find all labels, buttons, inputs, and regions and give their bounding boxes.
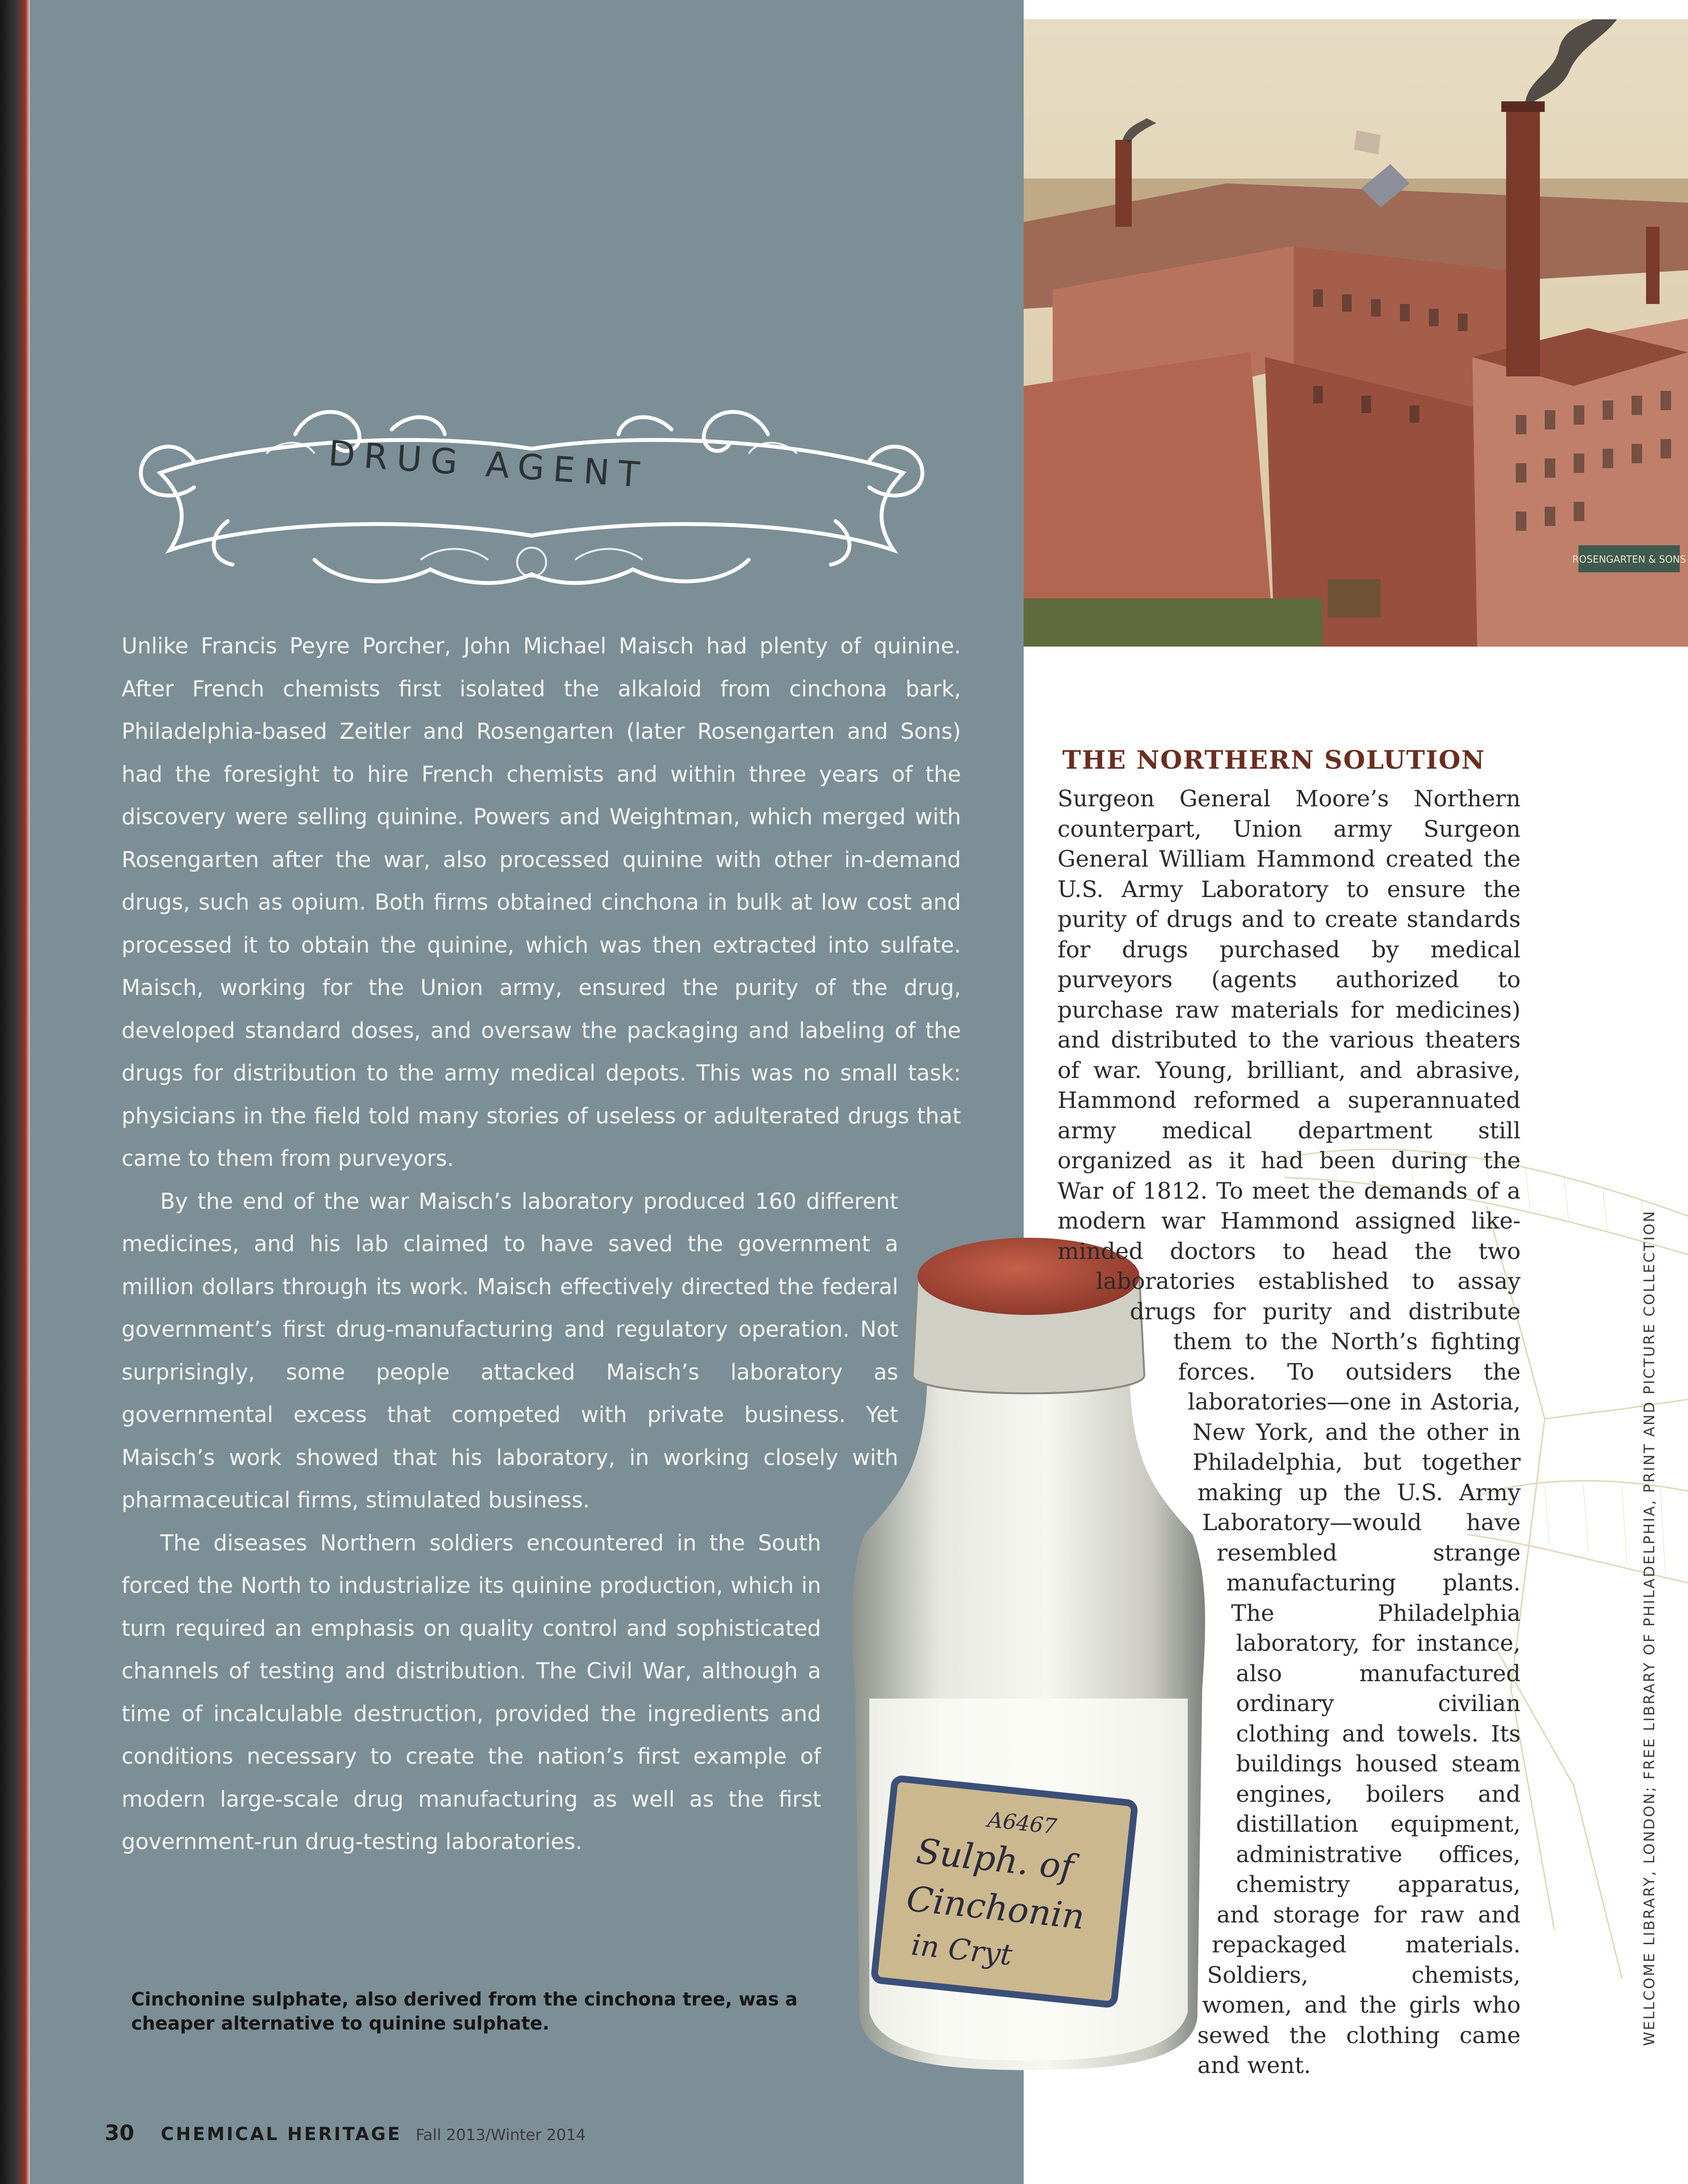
portrait-photo — [368, 97, 715, 405]
page-spine-edge — [0, 0, 30, 2184]
factory-illustration — [1024, 19, 1688, 647]
factory-sign: ROSENGARTEN & SONS — [1572, 553, 1686, 565]
sidebar-paragraph: Surgeon General Moore’s Northern counterpart, Union army Surgeon General William Hammond created the U.S. Army Laboratory to ensure the purity of drugs and to create standards for drugs purchased by medical purveyors (agents authorized to purchase raw materials for medicines) and distributed to the various theaters of war. Young, brilliant, and abrasive, Hammond reformed a superannuated army medical department still organized as it had been during the War of 1812. To meet the demands of a modern war Hammond assigned like-minded doctors to head the two laboratories established to assay drugs for purity and distribute them to the North’s fighting forces. To outsiders the laboratories—one in Astoria, New York, and the other in Philadelphia, but together making up the U.S. Army Laboratory—would have resembled strange manufacturing plants. The Philadelphia laboratory, for instance, also manufactured ordinary civilian clothing and towels. Its buildings housed steam engines, boilers and distillation equipment, administrative offices, chemistry apparatus, and storage for raw and repackaged materials. Soldiers, chemists, women, and the girls who sewed the clothing came and went. — [1057, 786, 1521, 2079]
issue-date: Fall 2013/Winter 2014 — [415, 2126, 586, 2144]
bottle-label-number: A6467 — [986, 1807, 1058, 1839]
sidebar-article — [1057, 784, 1521, 2111]
bottle-label-line-3: in Cryt — [909, 1928, 1014, 1973]
page-footer — [105, 2121, 586, 2145]
sidebar-heading: THE NORTHERN SOLUTION — [1062, 746, 1485, 775]
page-number: 30 — [105, 2121, 135, 2145]
body-paragraph-3: The diseases Northern soldiers encountered in the South forced the North to industrialize its quinine production, which in turn required an emphasis on quality control and sophisticated channels of testing and distribution. The Civil War, although a time of incalculable destruction, provided the ingredients and conditions necessary to create the nation’s first example of modern large-scale drug manufacturing as well as the first government-run drug-testing laboratories. — [122, 1530, 821, 1854]
bottle-label-line-1: Sulph. of — [914, 1830, 1076, 1888]
photo-credit: WELLCOME LIBRARY, LONDON; FREE LIBRARY OF PHILADELPHIA, PRINT AND PICTURE COLLECTION — [1641, 1210, 1658, 2046]
magazine-page — [30, 0, 1688, 2184]
banner-title: DRUG AGENT — [327, 432, 650, 496]
bottle-label-line-2: Cinchonin — [905, 1878, 1087, 1937]
body-paragraph-1: Unlike Francis Peyre Porcher, John Michael Maisch had plenty of quinine. After French chemists first isolated the alkaloid from cinchona bark, Philadelphia-based Zeitler and Rosengarten (later Rosengarten and Sons) had the foresight to hire French chemists and within three years of the discovery were selling quinine. Powers and Weightman, which merged with Rosengarten after the war, also processed quinine with other in-demand drugs, such as opium. Both firms obtained cinchona in bulk at low cost and processed it to obtain the quinine, which was then extracted into sulfate. Maisch, working for the Union army, ensured the purity of the drug, developed standard doses, and oversaw the packaging and labeling of the drugs for distribution to the army medical depots. This was no small task: physicians in the field told many stories of useless or adulterated drugs that came to them from purveyors. — [122, 633, 961, 1171]
magazine-name: CHEMICAL HERITAGE — [161, 2124, 402, 2144]
body-paragraph-2: By the end of the war Maisch’s laboratory produced 160 different medicines, and his lab claimed to have saved the government a million dollars through its work. Maisch effectively directed the federal government’s first drug-manufacturing and regulatory operation. Not surprisingly, some people attacked Maisch’s laboratory as governmental excess that competed with private business. Yet Maisch’s work showed that his laboratory, in working closely with pharmaceutical firms, stimulated business. — [122, 1188, 898, 1513]
bottle-caption: Cinchonine sulphate, also derived from the cinchona tree, was a cheaper alternative to quinine sulphate. — [131, 1989, 798, 2034]
